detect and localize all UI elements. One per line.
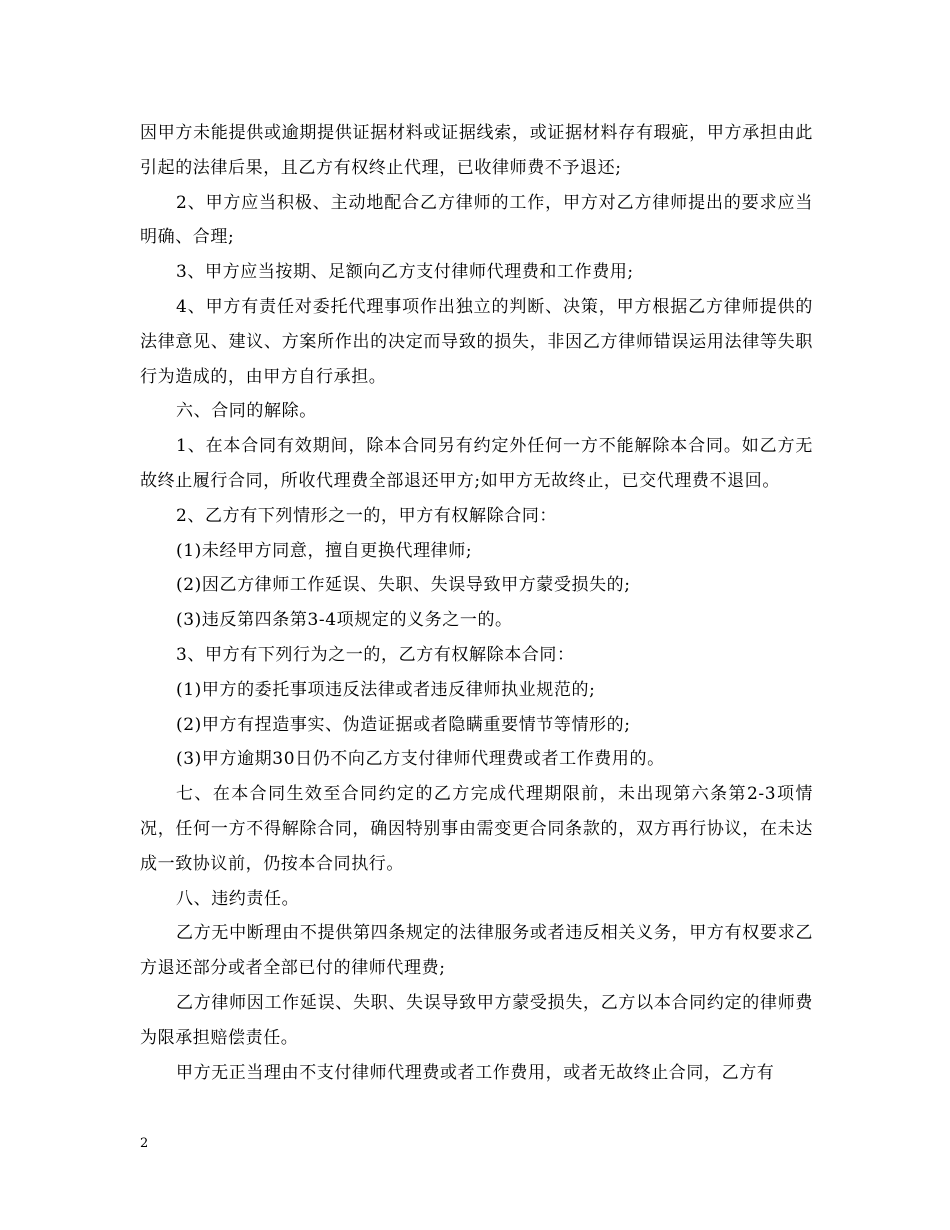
- paragraph-termination-2: 2、乙方有下列情形之一的，甲方有权解除合同：: [176, 505, 558, 526]
- list-item-termination-3-3: (3)甲方逾期30日仍不向乙方支付律师代理费或者工作费用的。: [176, 749, 665, 770]
- paragraph-liability-2: 乙方律师因工作延误、失职、失误导致甲方蒙受损失，乙方以本合同约定的律师费为限承担赔偿责任。: [140, 992, 813, 1048]
- paragraph-liability-3: 甲方无正当理由不支付律师代理费或者工作费用，或者无故终止合同，乙方有: [176, 1062, 775, 1083]
- list-item-termination-3-2: (2)甲方有捏造事实、伪造证据或者隐瞒重要情节等情形的;: [176, 714, 631, 735]
- paragraph-clause-4: 4、甲方有责任对委托代理事项作出独立的判断、决策，甲方根据乙方律师提供的法律意见、建议、方案所作出的决定而导致的损失，非因乙方律师错误运用法律等失职行为造成的，由甲方自行承担。: [140, 296, 813, 387]
- paragraph-liability-1: 乙方无中断理由不提供第四条规定的法律服务或者违反相关义务，甲方有权要求乙方退还部分或者全部已付的律师代理费;: [140, 923, 813, 979]
- list-item-termination-2-2: (2)因乙方律师工作延误、失职、失误导致甲方蒙受损失的;: [176, 575, 631, 596]
- paragraph-clause-3: 3、甲方应当按期、足额向乙方支付律师代理费和工作费用;: [176, 262, 634, 283]
- page-number: 2: [140, 1136, 149, 1151]
- document-body: [140, 116, 813, 1090]
- paragraph-section-7: 七、在本合同生效至合同约定的乙方完成代理期限前，未出现第六条第2-3项情况，任何一方不得解除合同，确因特别事由需变更合同条款的，双方再行协议，在未达成一致协议前，仍按本合同执行。: [140, 784, 813, 874]
- list-item-termination-3-1: (1)甲方的委托事项违反法律或者违反律师执业规范的;: [176, 679, 596, 700]
- paragraph-termination-1: 1、在本合同有效期间，除本合同另有约定外任何一方不能解除本合同。如乙方无故终止履行合同，所收代理费全部退还甲方;如甲方无故终止，已交代理费不退回。: [140, 436, 813, 491]
- paragraph-continued-clause: 因甲方未能提供或逾期提供证据材料或证据线索，或证据材料存有瑕疵，甲方承担由此引起的法律后果，且乙方有权终止代理，已收律师费不予退还;: [140, 123, 813, 178]
- section-heading-liability: 八、违约责任。: [176, 888, 300, 909]
- paragraph-termination-3: 3、甲方有下列行为之一的，乙方有权解除本合同：: [176, 644, 575, 665]
- list-item-termination-2-3: (3)违反第四条第3-4项规定的义务之一的。: [176, 610, 513, 631]
- paragraph-clause-2: 2、甲方应当积极、主动地配合乙方律师的工作，甲方对乙方律师提出的要求应当明确、合理;: [140, 192, 813, 248]
- list-item-termination-2-1: (1)未经甲方同意，擅自更换代理律师;: [176, 540, 473, 561]
- section-heading-termination: 六、合同的解除。: [176, 401, 317, 422]
